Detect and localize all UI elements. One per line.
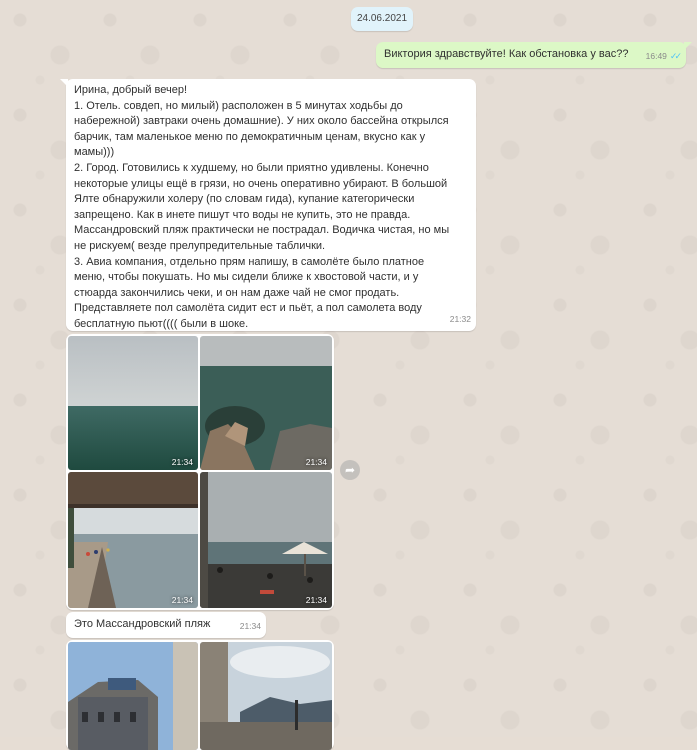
forward-icon[interactable]: ➦ — [340, 460, 360, 480]
message-time: 21:32 — [449, 314, 471, 325]
photo-album[interactable] — [66, 334, 334, 610]
message-text: Это Массандровский пляж — [74, 618, 211, 630]
date-chip: 24.06.2021 — [351, 7, 413, 31]
pebble-beach-image — [200, 472, 332, 608]
photo-time: 21:34 — [171, 457, 193, 467]
photo-beach-canopy[interactable] — [68, 472, 198, 608]
rocky-shore-image — [200, 336, 332, 470]
double-check-icon: ✓✓ — [669, 51, 679, 62]
message-meta — [646, 49, 679, 65]
photo-sea-horizon[interactable] — [68, 336, 198, 470]
promenade-mountains-image — [200, 642, 332, 750]
sea-horizon-image — [68, 336, 198, 470]
city-building-image — [68, 642, 198, 750]
bubble-tail — [60, 79, 68, 87]
photo-pebble-beach[interactable] — [200, 472, 332, 608]
photo-time: 21:34 — [305, 457, 327, 467]
photo-time: 21:34 — [305, 595, 327, 605]
message-text: Ирина, добрый вечер! 1. Отель. совдеп, но милый) расположен в 5 минутах ходьбы до набережной) завтраки очень домашние). У них около бассейна открылся барчик, там маленькое меню по демократичным ценам, вкусно как у мамы))) 2. Город. Готовились к худшему, но были приятно удивлены. Конечно некоторые улицы ещё в грязи, но очень оперативно убирают. В большой Ялте обнаружили холеру (по словам гида), купание категорически запрещено. Как в инете пишут что воды не купить, это не правда. Массандровский пляж практически не пострадал. Водичка чистая, но мы не рискуем( везде прелупредительные таблички. 3. Авиа компания, отдельно прям напишу, в самолёте было платное меню, чтобы покушать. Но мы сидели ближе к хвостовой части, и у стюарда закончились чеки, и он нам даже чай не смог продать. Представляете пол самолёта сидит ест и пьёт, а пол самолета воду бесплатную пьют(((( были в шоке. — [74, 84, 450, 330]
incoming-message[interactable] — [66, 79, 476, 331]
message-text: Виктория здравствуйте! Как обстановка у вас?? — [384, 48, 629, 60]
outgoing-message[interactable] — [376, 42, 686, 68]
message-time: 16:49 — [645, 51, 667, 62]
caption-message[interactable] — [66, 612, 266, 638]
bubble-tail — [684, 42, 692, 50]
message-time: 21:34 — [239, 621, 261, 632]
photo-time: 21:34 — [171, 595, 193, 605]
beach-canopy-image — [68, 472, 198, 608]
photo-rocky-shore[interactable] — [200, 336, 332, 470]
photo-city-building[interactable] — [68, 642, 198, 750]
photo-album[interactable] — [66, 640, 334, 750]
photo-promenade-mountains[interactable] — [200, 642, 332, 750]
